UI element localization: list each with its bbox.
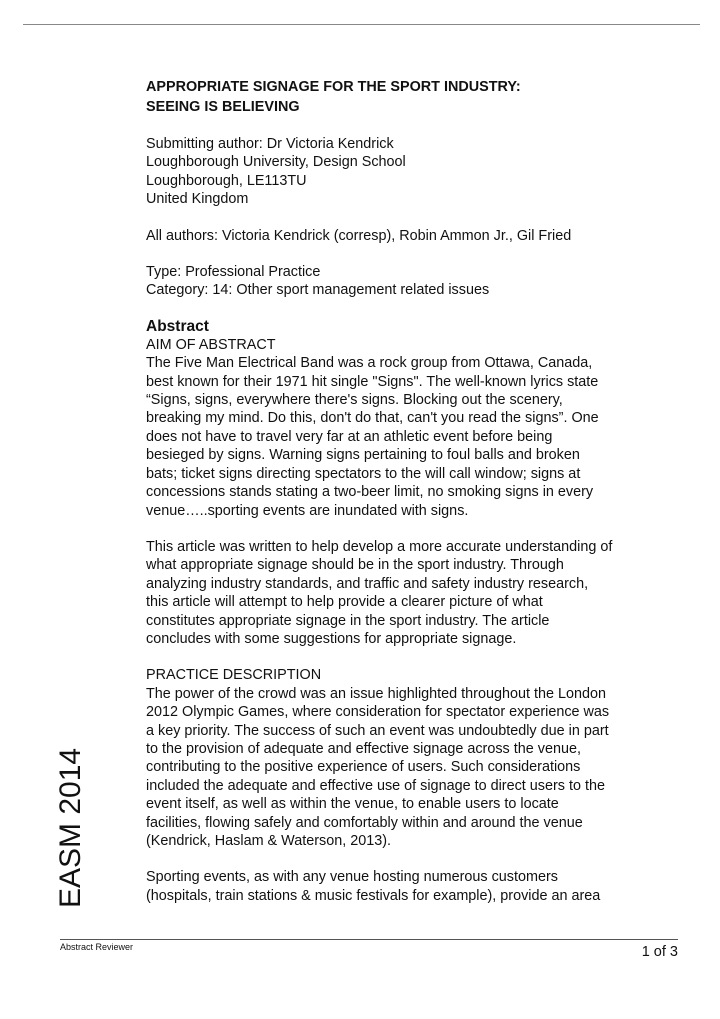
author-block [146, 135, 666, 209]
paragraph-line: concessions stands stating a two-beer limit, no smoking signs in every [146, 484, 594, 501]
paragraph-line: 2012 Olympic Games, where consideration for spectator experience was [146, 704, 610, 721]
paragraph-line: Sporting events, as with any venue hosting numerous customers [146, 869, 558, 886]
paragraph-line: contributing to the positive experience of users. Such considerations [146, 759, 581, 776]
paragraph-line: The power of the crowd was an issue highlighted throughout the London [146, 685, 607, 702]
side-label-text: EASM 2014 [54, 747, 87, 908]
abstract-heading: Abstract [146, 317, 209, 335]
paragraph-line: breaking my mind. Do this, don't do that, can't you read the signs”. One [146, 410, 599, 427]
aim-heading: AIM OF ABSTRACT [146, 336, 276, 353]
paragraph-line: (Kendrick, Haslam & Waterson, 2013). [146, 833, 391, 849]
paragraph-line: event itself, as well as within the venue, to enable users to locate [146, 796, 559, 813]
paragraph-line: to the provision of adequate and effective signage across the venue, [146, 740, 581, 757]
article-paragraph [146, 538, 666, 648]
paragraph-line: facilities, flowing safely and comfortably within and around the venue [146, 814, 583, 831]
paragraph-line: (hospitals, train stations & music festivals for example), provide an area [146, 887, 601, 904]
author-line: Submitting author: Dr Victoria Kendrick [146, 136, 394, 152]
paragraph-line: constitutes appropriate signage in the sport industry. The article [146, 612, 550, 629]
paragraph-line: does not have to travel very far at an athletic event before being [146, 428, 553, 445]
classification-block [146, 263, 666, 300]
title-line: APPROPRIATE SIGNAGE FOR THE SPORT INDUSTRY: [146, 79, 521, 95]
paragraph-line: besieged by signs. Warning signs pertaining to foul balls and broken [146, 447, 580, 464]
paragraph-line: venue…..sporting events are inundated with signs. [146, 502, 469, 519]
paragraph-line: what appropriate signage should be in the sport industry. Through [146, 557, 564, 574]
paragraph-line: This article was written to help develop a more accurate understanding of [146, 538, 613, 555]
abstract-document [146, 78, 666, 905]
paragraph-line: The Five Man Electrical Band was a rock group from Ottawa, Canada, [146, 355, 593, 372]
paragraph-line: a key priority. The success of such an event was undoubtedly due in part [146, 722, 609, 739]
events-paragraph [146, 868, 666, 905]
author-line: United Kingdom [146, 191, 249, 208]
type-line: Type: Professional Practice [146, 264, 321, 281]
top-divider [23, 24, 700, 25]
author-line: Loughborough, LE113TU [146, 172, 307, 189]
footer-reviewer-label: Abstract Reviewer [60, 942, 134, 952]
aim-section [146, 336, 666, 520]
author-line: Loughborough University, Design School [146, 154, 406, 171]
practice-section [146, 666, 666, 850]
document-title [146, 78, 666, 117]
title-line: SEEING IS BELIEVING [146, 98, 300, 115]
paragraph-line: best known for their 1971 hit single "Signs". The well-known lyrics state [146, 373, 599, 390]
paragraph-line: included the adequate and effective use of signage to direct users to the [146, 777, 605, 794]
paragraph-line: analyzing industry standards, and traffic and safety industry research, [146, 575, 589, 592]
paragraph-line: this article will attempt to help provide a clearer picture of what [146, 594, 543, 611]
paragraph-line: bats; ticket signs directing spectators to the will call window; signs at [146, 465, 581, 482]
all-authors [146, 227, 666, 245]
paragraph-line: concludes with some suggestions for appropriate signage. [146, 630, 517, 647]
footer-divider [60, 939, 678, 940]
conference-side-label [53, 730, 93, 910]
category-line: Category: 14: Other sport management related issues [146, 282, 490, 299]
paragraph-line: “Signs, signs, everywhere there's signs. Blocking out the scenery, [146, 392, 563, 409]
practice-heading: PRACTICE DESCRIPTION [146, 667, 322, 684]
page-number: 1 of 3 [641, 944, 678, 960]
all-authors-line: All authors: Victoria Kendrick (corresp), Robin Ammon Jr., Gil Fried [146, 227, 572, 244]
